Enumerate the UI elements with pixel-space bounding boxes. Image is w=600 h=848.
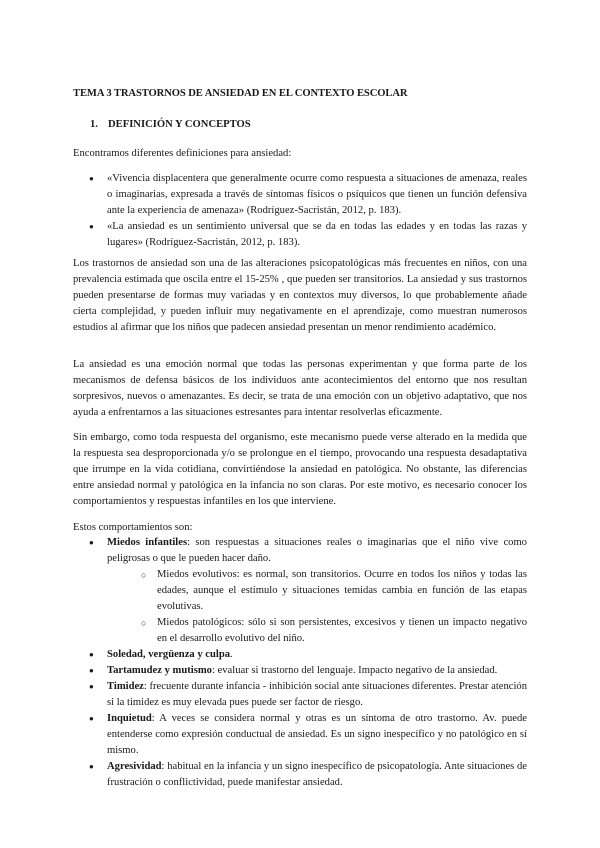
behavior-item-miedos — [73, 535, 527, 647]
paragraph: Los trastornos de ansiedad son una de las alteraciones psicopatológicas más frecuentes en niños, con una prevalencia estimada que oscila entre el 15-25% , que pueden ser transitorios. La ansiedad y sus trastornos pueden presentarse de formas muy variadas y en contextos muy diversos, lo que probablemente añade cierta complejidad, y pueden influir muy negativamente en el aprendizaje, como muestran numerosos estudios al afirmar que los niños que padecen ansiedad presentan un menor rendimiento académico. — [73, 258, 527, 333]
behavior-item-inquietud — [73, 711, 527, 759]
section-number: 1. — [90, 119, 98, 130]
behavior-text: : A veces se considera normal y otras es un síntoma de otro trastorno. Av. puede entenderse como expresión conductual de ansiedad. Es un signo inespecífico y no patológico en sí mismo. — [107, 713, 527, 756]
behavior-term: Agresividad — [107, 761, 162, 772]
behavior-term: Tartamudez y mutismo — [107, 665, 212, 676]
behavior-term: Miedos infantiles — [107, 537, 188, 548]
definition-item: ● «La ansiedad es un sentimiento universal que se da en todas las edades y en todas las razas y lugares» (Rodríguez-Sacristán, 2012, p. 183). — [73, 219, 527, 251]
section-heading — [90, 117, 251, 133]
behaviors-list — [73, 535, 527, 791]
behavior-text: : frecuente durante infancia - inhibición social ante situaciones diferentes. Prestar atención si la timidez es muy elevada pues puede ser factor de riesgo. — [107, 681, 527, 708]
behavior-item-soledad — [73, 647, 527, 663]
definition-item: ● «Vivencia displacentera que generalmente ocurre como respuesta a situaciones de amenaza, reales o imaginarias, expresada a través de síntomas físicos o psíquicos que tienen un función defensiva ante la experiencia de amenaza» (Rodríguez-Sacristán, 2012, p. 183). — [73, 171, 527, 219]
section-title: DEFINICIÓN Y CONCEPTOS — [108, 119, 251, 130]
behaviors-intro: Estos comportamientos son: — [73, 522, 193, 533]
behavior-term: Soledad, vergüenza y culpa — [107, 649, 231, 660]
behavior-item-tartamudez — [73, 663, 527, 679]
behavior-text: : evaluar si trastorno del lenguaje. Impacto negativo de la ansiedad. — [211, 665, 498, 676]
paragraph: La ansiedad es una emoción normal que todas las personas experimentan y que forma parte de los mecanismos de defensa básicos de los individuos ante acontecimientos del entorno que nos resultan sorpresivos, nuevos o amenazantes. Es decir, se trata de una emoción con un objetivo adaptativo, que nos ayuda a enfrentarnos a las situaciones estresantes para intentar resolverlas eficazmente. — [73, 359, 527, 418]
behavior-term: Timidez — [107, 681, 144, 692]
behavior-text: : son respuestas a situaciones reales o imaginarias que el niño vive como peligrosas o que le pueden hacer daño. — [107, 537, 527, 564]
behavior-item-timidez — [73, 679, 527, 711]
behavior-term: Inquietud — [107, 713, 152, 724]
definitions-list — [73, 171, 527, 251]
fear-type-item: ○ Miedos patológicos: sólo si son persistentes, excesivos y tienen un impacto negativo en el desarrollo evolutivo del niño. — [125, 615, 527, 647]
behavior-text: : habitual en la infancia y un signo inespecífico de psicopatología. Ante situaciones de frustración o conflictividad, puede manifestar ansiedad. — [107, 761, 527, 788]
intro-text: Encontramos diferentes definiciones para ansiedad: — [73, 148, 292, 159]
fear-types-list — [107, 567, 527, 647]
fear-type-item: ○ Miedos evolutivos: es normal, son transitorios. Ocurre en todos los niños y todas las edades, aunque el estímulo y situaciones temidas cambia en función de las etapas evolutivas. — [125, 567, 527, 615]
paragraph: Sin embargo, como toda respuesta del organismo, este mecanismo puede verse alterado en la medida que la respuesta sea desproporcionada y/o se prolongue en el tiempo, provocando una respuesta desadaptativa que irrumpe en la vida cotidiana, convirtiéndose la ansiedad en patológica. No obstante, las diferencias entre ansiedad normal y patológica en la infancia no son claras. Por este motivo, es necesario conocer los comportamientos y respuestas infantiles en los que interviene. — [73, 432, 527, 507]
page-title: TEMA 3 TRASTORNOS DE ANSIEDAD EN EL CONTEXTO ESCOLAR — [73, 88, 408, 99]
behavior-text: . — [230, 649, 233, 660]
behavior-item-agresividad — [73, 759, 527, 791]
